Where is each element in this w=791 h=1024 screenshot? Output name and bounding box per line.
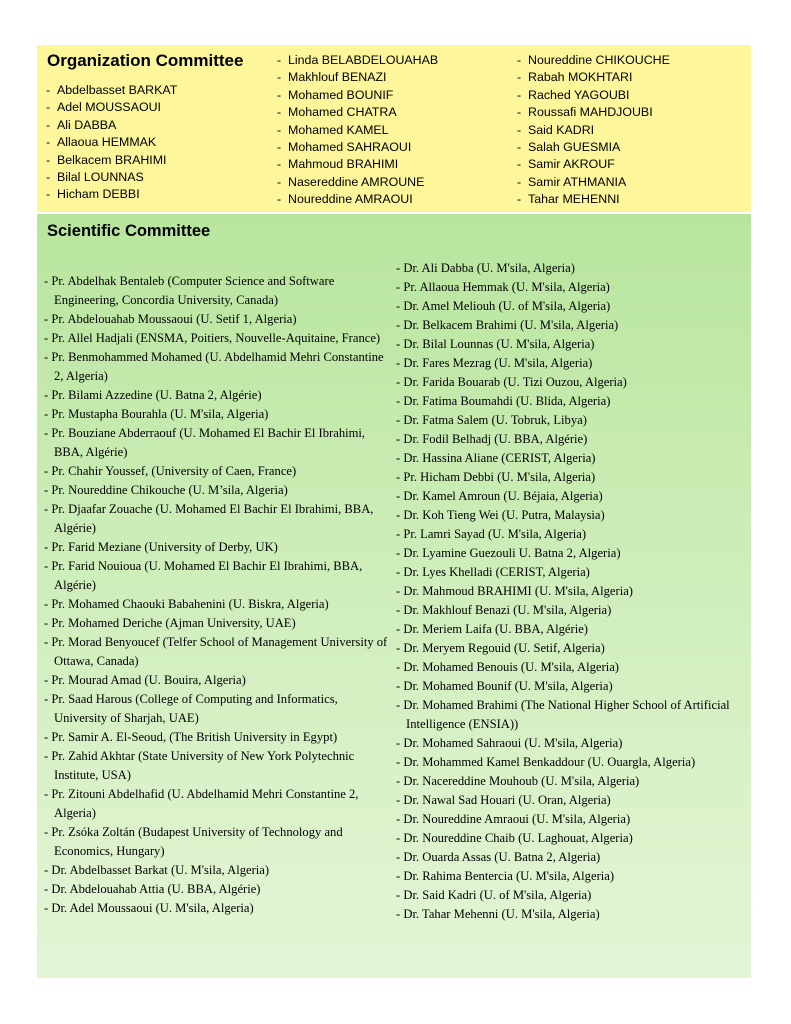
committee-member: - Pr. Bouziane Abderraouf (U. Mohamed El Bachir El Ibrahimi, BBA, Algérie)	[44, 424, 389, 462]
committee-member: - Dr. Adel Moussaoui (U. M'sila, Algeria)	[44, 899, 389, 918]
committee-member: - Dr. Bilal Lounnas (U. M'sila, Algeria)	[396, 335, 746, 354]
committee-member: - Pr. Mohamed Deriche (Ajman University, UAE)	[44, 614, 389, 633]
committee-member: - Adel MOUSSAOUI	[46, 99, 177, 116]
committee-member: - Mohamed SAHRAOUI	[277, 139, 438, 156]
committee-member: - Dr. Hassina Aliane (CERIST, Algeria)	[396, 449, 746, 468]
committee-member: - Dr. Farida Bouarab (U. Tizi Ouzou, Algeria)	[396, 373, 746, 392]
committee-member: - Pr. Abdelouahab Moussaoui (U. Setif 1, Algeria)	[44, 310, 389, 329]
committee-member: - Dr. Meryem Regouid (U. Setif, Algeria)	[396, 639, 746, 658]
committee-member: - Roussafi MAHDJOUBI	[517, 104, 670, 121]
committee-member: - Pr. Allel Hadjali (ENSMA, Poitiers, Nouvelle-Aquitaine, France)	[44, 329, 389, 348]
committee-member: - Dr. Lyes Khelladi (CERIST, Algeria)	[396, 563, 746, 582]
committee-member: - Dr. Mohamed Benouis (U. M'sila, Algeria)	[396, 658, 746, 677]
committee-member: - Pr. Mohamed Chaouki Babahenini (U. Biskra, Algeria)	[44, 595, 389, 614]
committee-member: - Pr. Benmohammed Mohamed (U. Abdelhamid Mehri Constantine 2, Algeria)	[44, 348, 389, 386]
committee-member: - Pr. Samir A. El-Seoud, (The British University in Egypt)	[44, 728, 389, 747]
committee-member: - Dr. Abdelouahab Attia (U. BBA, Algérie)	[44, 880, 389, 899]
committee-member: - Rached YAGOUBI	[517, 87, 670, 104]
committee-member: - Mahmoud BRAHIMI	[277, 156, 438, 173]
committee-member: - Rabah MOKHTARI	[517, 69, 670, 86]
committee-member: - Ali DABBA	[46, 117, 177, 134]
committee-member: - Noureddine CHIKOUCHE	[517, 52, 670, 69]
committee-member: - Pr. Mustapha Bourahla (U. M'sila, Algeria)	[44, 405, 389, 424]
committee-member: - Allaoua HEMMAK	[46, 134, 177, 151]
committee-member: - Pr. Abdelhak Bentaleb (Computer Science and Software Engineering, Concordia University, Canada)	[44, 272, 389, 310]
committee-member: - Pr. Noureddine Chikouche (U. M’sila, Algeria)	[44, 481, 389, 500]
committee-member: - Dr. Belkacem Brahimi (U. M'sila, Algeria)	[396, 316, 746, 335]
committee-member: - Dr. Nacereddine Mouhoub (U. M'sila, Algeria)	[396, 772, 746, 791]
committee-member: - Dr. Fares Mezrag (U. M'sila, Algeria)	[396, 354, 746, 373]
scientific-committee-title: Scientific Committee	[47, 222, 211, 240]
committee-member: - Dr. Ali Dabba (U. M'sila, Algeria)	[396, 259, 746, 278]
committee-member: - Mohamed CHATRA	[277, 104, 438, 121]
scientific-committee-section	[37, 214, 751, 978]
committee-member: - Pr. Allaoua Hemmak (U. M'sila, Algeria)	[396, 278, 746, 297]
committee-member: - Belkacem BRAHIMI	[46, 152, 177, 169]
organization-committee-title: Organization Committee	[47, 51, 244, 70]
committee-member: - Dr. Mahmoud BRAHIMI (U. M'sila, Algeria)	[396, 582, 746, 601]
committee-member: - Said KADRI	[517, 122, 670, 139]
committee-member: - Dr. Mohammed Kamel Benkaddour (U. Ouargla, Algeria)	[396, 753, 746, 772]
committee-member: - Pr. Djaafar Zouache (U. Mohamed El Bachir El Ibrahimi, BBA, Algérie)	[44, 500, 389, 538]
committee-member: - Dr. Amel Meliouh (U. of M'sila, Algeria)	[396, 297, 746, 316]
committee-member: - Pr. Zitouni Abdelhafid (U. Abdelhamid Mehri Constantine 2, Algeria)	[44, 785, 389, 823]
committee-member: - Mohamed KAMEL	[277, 122, 438, 139]
organization-column-1	[37, 45, 266, 212]
committee-member: - Dr. Mohamed Bounif (U. M'sila, Algeria)	[396, 677, 746, 696]
committee-member: - Bilal LOUNNAS	[46, 169, 177, 186]
committee-member: - Dr. Noureddine Chaib (U. Laghouat, Algeria)	[396, 829, 746, 848]
committee-member: - Hicham DEBBI	[46, 186, 177, 203]
committee-member: - Dr. Makhlouf Benazi (U. M'sila, Algeria)	[396, 601, 746, 620]
committee-member: - Tahar MEHENNI	[517, 191, 670, 208]
committee-member: - Linda BELABDELOUAHAB	[277, 52, 438, 69]
organization-column-2	[268, 45, 506, 212]
committee-member: - Pr. Zsóka Zoltán (Budapest University of Technology and Economics, Hungary)	[44, 823, 389, 861]
scientific-list-left	[44, 272, 389, 918]
committee-member: - Nasereddine AMROUNE	[277, 174, 438, 191]
committee-member: - Pr. Farid Nouioua (U. Mohamed El Bachir El Ibrahimi, BBA, Algérie)	[44, 557, 389, 595]
committee-member: - Pr. Chahir Youssef, (University of Caen, France)	[44, 462, 389, 481]
organization-column-3	[508, 45, 751, 212]
organization-committee-section	[37, 45, 751, 212]
committee-member: - Dr. Abdelbasset Barkat (U. M'sila, Algeria)	[44, 861, 389, 880]
committee-member: - Dr. Kamel Amroun (U. Béjaia, Algeria)	[396, 487, 746, 506]
committee-member: - Makhlouf BENAZI	[277, 69, 438, 86]
committee-member: - Dr. Ouarda Assas (U. Batna 2, Algeria)	[396, 848, 746, 867]
committee-member: - Dr. Tahar Mehenni (U. M'sila, Algeria)	[396, 905, 746, 924]
committee-member: - Pr. Saad Harous (College of Computing and Informatics, University of Sharjah, UAE)	[44, 690, 389, 728]
committee-member: - Pr. Hicham Debbi (U. M'sila, Algeria)	[396, 468, 746, 487]
committee-member: - Dr. Meriem Laifa (U. BBA, Algérie)	[396, 620, 746, 639]
committee-member: - Pr. Morad Benyoucef (Telfer School of Management University of Ottawa, Canada)	[44, 633, 389, 671]
committee-member: - Pr. Zahid Akhtar (State University of New York Polytechnic Institute, USA)	[44, 747, 389, 785]
committee-member: - Dr. Noureddine Amraoui (U. M'sila, Algeria)	[396, 810, 746, 829]
committee-member: - Salah GUESMIA	[517, 139, 670, 156]
committee-member: - Pr. Mourad Amad (U. Bouira, Algeria)	[44, 671, 389, 690]
committee-member: - Dr. Rahima Bentercia (U. M'sila, Algeria)	[396, 867, 746, 886]
organization-list-2	[277, 52, 438, 209]
committee-member: - Dr. Nawal Sad Houari (U. Oran, Algeria)	[396, 791, 746, 810]
committee-member: - Pr. Bilami Azzedine (U. Batna 2, Algérie)	[44, 386, 389, 405]
committee-member: - Dr. Mohamed Brahimi (The National Higher School of Artificial Intelligence (ENSIA))	[396, 696, 746, 734]
organization-list-3	[517, 52, 670, 209]
committee-member: - Samir ATHMANIA	[517, 174, 670, 191]
committee-member: - Samir AKROUF	[517, 156, 670, 173]
committee-member: - Dr. Fatima Boumahdi (U. Blida, Algeria)	[396, 392, 746, 411]
committee-member: - Abdelbasset BARKAT	[46, 82, 177, 99]
committee-member: - Dr. Koh Tieng Wei (U. Putra, Malaysia)	[396, 506, 746, 525]
committee-member: - Dr. Fodil Belhadj (U. BBA, Algérie)	[396, 430, 746, 449]
committee-member: - Dr. Lyamine Guezouli U. Batna 2, Algeria)	[396, 544, 746, 563]
committee-member: - Noureddine AMRAOUI	[277, 191, 438, 208]
organization-list-1	[46, 82, 177, 204]
committee-member: - Pr. Lamri Sayad (U. M'sila, Algeria)	[396, 525, 746, 544]
scientific-list-right	[396, 259, 746, 924]
committee-member: - Dr. Fatma Salem (U. Tobruk, Libya)	[396, 411, 746, 430]
committee-member: - Dr. Said Kadri (U. of M'sila, Algeria)	[396, 886, 746, 905]
committee-member: - Mohamed BOUNIF	[277, 87, 438, 104]
committee-member: - Dr. Mohamed Sahraoui (U. M'sila, Algeria)	[396, 734, 746, 753]
committee-member: - Pr. Farid Meziane (University of Derby, UK)	[44, 538, 389, 557]
